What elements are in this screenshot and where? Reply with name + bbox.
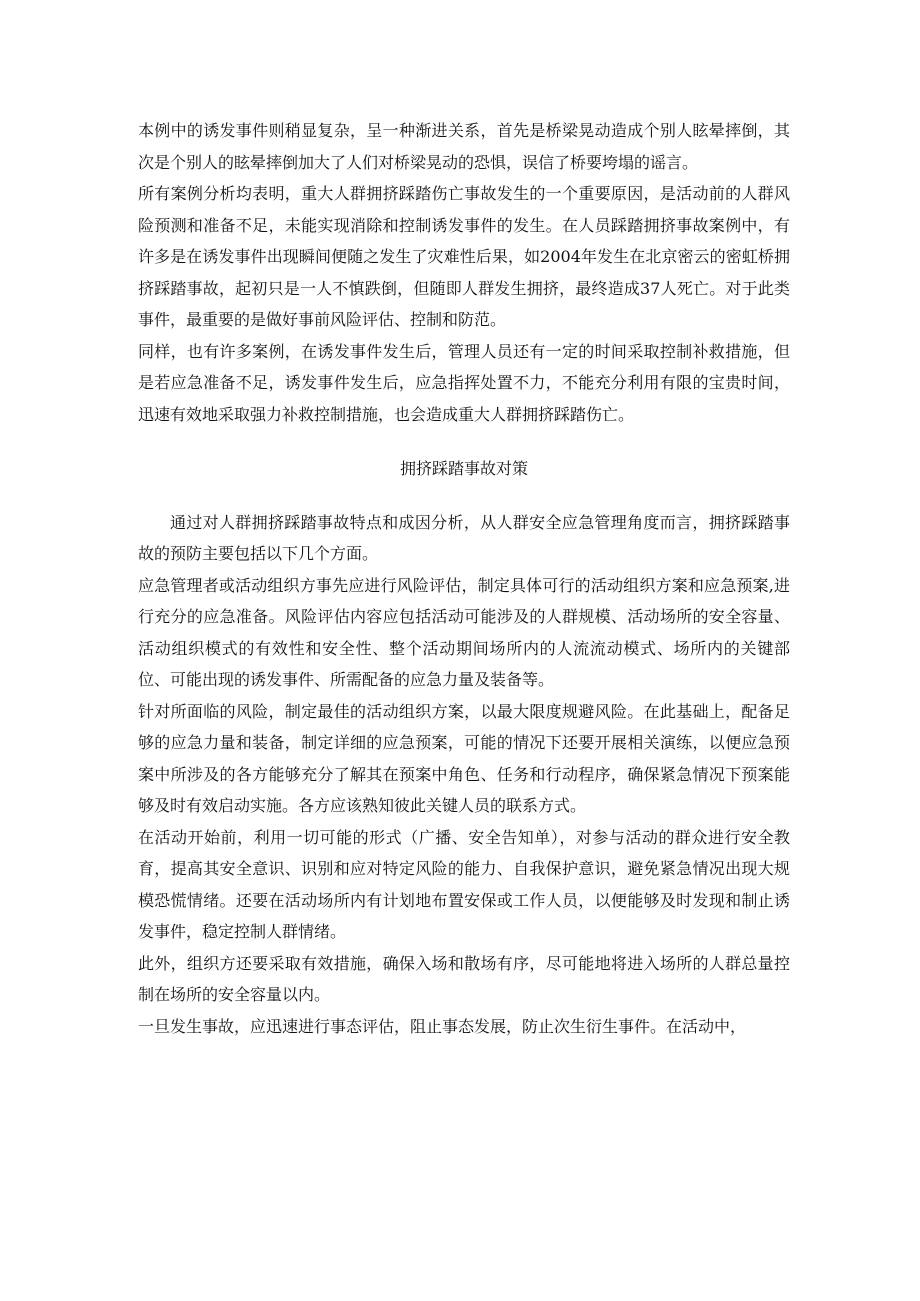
paragraph-safety-education: 在活动开始前，利用一切可能的形式（广播、安全告知单），对参与活动的群众进行安全教育，提高其安全意识、识别和应对特定风险的能力、自我保护意识，避免紧急情况出现大规模恐慌情绪。还要在活动场所内有计划地布置安保或工作人员，以便能够及时发现和制止诱发事件，稳定控制人群情绪。 [138, 827, 790, 941]
paragraph-case-analysis: 所有案例分析均表明，重大人群拥挤踩踏伤亡事故发生的一个重要原因，是活动前的人群风险预测和准备不足，未能实现消除和控制诱发事件的发生。在人员踩踏拥挤事故案例中，有许多是在诱发事件出现瞬间便随之发生了灾难性后果，如2004年发生在北京密云的密虹桥拥挤踩踏事故，起初只是一人不慎跌倒，但随即人群发生拥挤，最终造成37人死亡。对于此类事件，最重要的是做好事前风险评估、控制和防范。 [138, 184, 790, 329]
paragraph-trigger-event: 本例中的诱发事件则稍显复杂，呈一种渐进关系，首先是桥梁晃动造成个别人眩晕摔倒，其次是个别人的眩晕摔倒加大了人们对桥梁晃动的恐惧，误信了桥要垮塌的谣言。 [138, 121, 790, 172]
paragraph-risk-assessment: 应急管理者或活动组织方事先应进行风险评估，制定具体可行的活动组织方案和应急预案,进行充分的应急准备。风险评估内容应包括活动可能涉及的人群规模、活动场所的安全容量、活动组织模式的有效性和安全性、整个活动期间场所内的人流流动模式、场所内的关键部位、可能出现的诱发事件、所需配备的应急力量及装备等。 [138, 575, 790, 689]
paragraph-organization-plan: 针对所面临的风险，制定最佳的活动组织方案，以最大限度规避风险。在此基础上，配备足够的应急力量和装备，制定详细的应急预案，可能的情况下还要开展相关演练，以便应急预案中所涉及的各方能够充分了解其在预案中角色、任务和行动程序，确保紧急情况下预案能够及时有效启动实施。各方应该熟知彼此关键人员的联系方式。 [138, 701, 790, 815]
document-body [138, 115, 790, 1042]
section-title: 拥挤踩踏事故对策 [399, 459, 528, 478]
paragraph-incident-response: 一旦发生事故，应迅速进行事态评估，阻止事态发展，防止次生衍生事件。在活动中， [138, 1016, 747, 1036]
paragraph-intro: 通过对人群拥挤踩踏事故特点和成因分析，从人群安全应急管理角度而言，拥挤踩踏事故的预防主要包括以下几个方面。 [138, 512, 790, 563]
paragraph-emergency-response: 同样，也有许多案例，在诱发事件发生后，管理人员还有一定的时间采取控制补救措施，但是若应急准备不足，诱发事件发生后，应急指挥处置不力，不能充分利用有限的宝贵时间，迅速有效地采取强力补救控制措施，也会造成重大人群拥挤踩踏伤亡。 [138, 341, 790, 424]
paragraph-entry-exit-control: 此外，组织方还要采取有效措施，确保入场和散场有序，尽可能地将进入场所的人群总量控制在场所的安全容量以内。 [138, 953, 790, 1004]
